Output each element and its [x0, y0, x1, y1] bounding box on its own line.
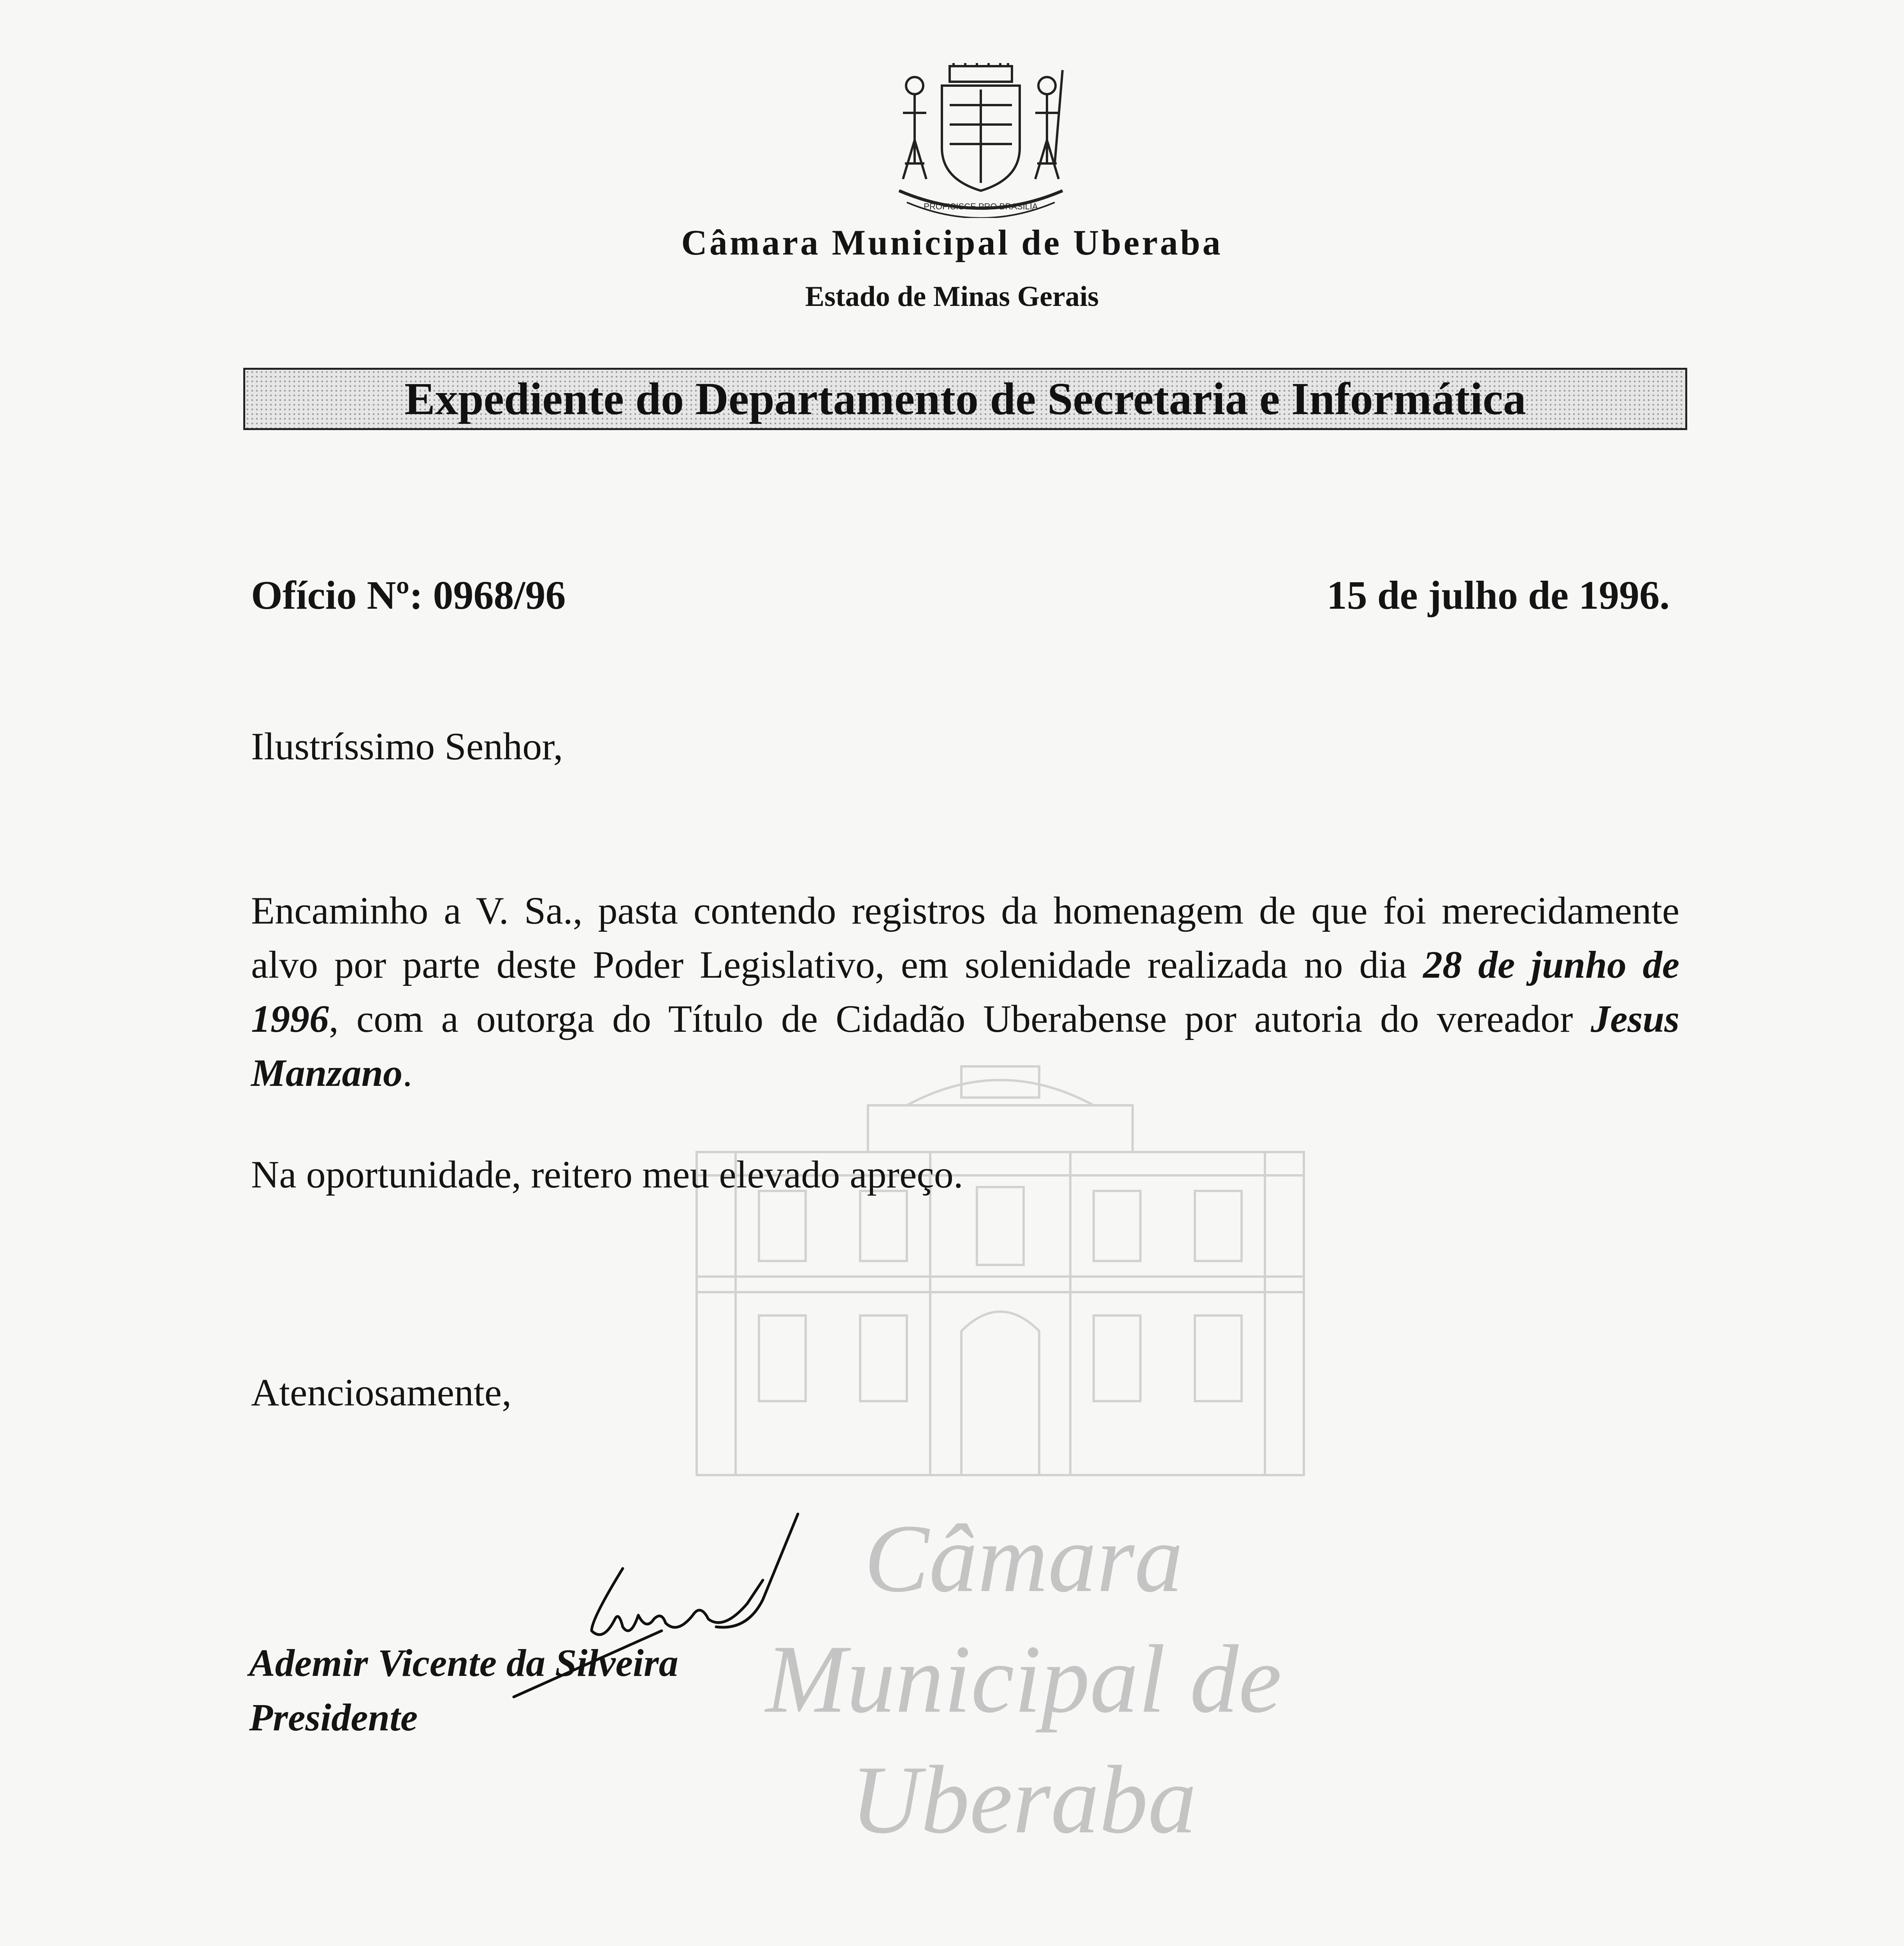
reiteration: Na oportunidade, reitero meu elevado apreço.	[251, 1153, 963, 1196]
signer-title: Presidente	[249, 1696, 418, 1739]
body-part-1: Encaminho a V. Sa., pasta contendo registros da homenagem de que foi merecidamente alvo por parte deste Poder Legislativo, em solenidade realizada no dia	[251, 889, 1679, 986]
closing: Atenciosamente,	[251, 1371, 512, 1414]
author-name: Jesus Manzano	[251, 997, 1679, 1094]
coat-motto: PROFICISCE PRO BRASILIA	[924, 202, 1038, 211]
building-watermark-icon	[689, 1059, 1312, 1479]
institution-subtitle: Estado de Minas Gerais	[805, 281, 1099, 313]
department-banner	[243, 368, 1687, 430]
event-date: 28 de junho de 1996	[251, 943, 1679, 1040]
watermark-line-3: Uberaba	[850, 1746, 1197, 1854]
body-part-2: , com a outorga do Título de Cidadão Uberabense por autoria do vereador	[329, 997, 1591, 1040]
handwritten-signature-icon	[498, 1502, 802, 1720]
watermark-line-2: Municipal de	[765, 1625, 1282, 1733]
oficio-number: Ofício Nº: 0968/96	[251, 573, 566, 618]
letter-body	[251, 883, 1679, 1100]
body-part-3: .	[402, 1051, 413, 1094]
coat-of-arms-icon	[883, 62, 1078, 218]
department-title: Expediente do Departamento de Secretaria e Informática	[404, 373, 1526, 424]
signer-name: Ademir Vicente da Silveira	[249, 1641, 678, 1684]
institution-title: Câmara Municipal de Uberaba	[681, 223, 1223, 262]
watermark-line-1: Câmara	[864, 1505, 1183, 1612]
letter-date: 15 de julho de 1996.	[1326, 573, 1670, 618]
salutation: Ilustríssimo Senhor,	[251, 725, 563, 768]
